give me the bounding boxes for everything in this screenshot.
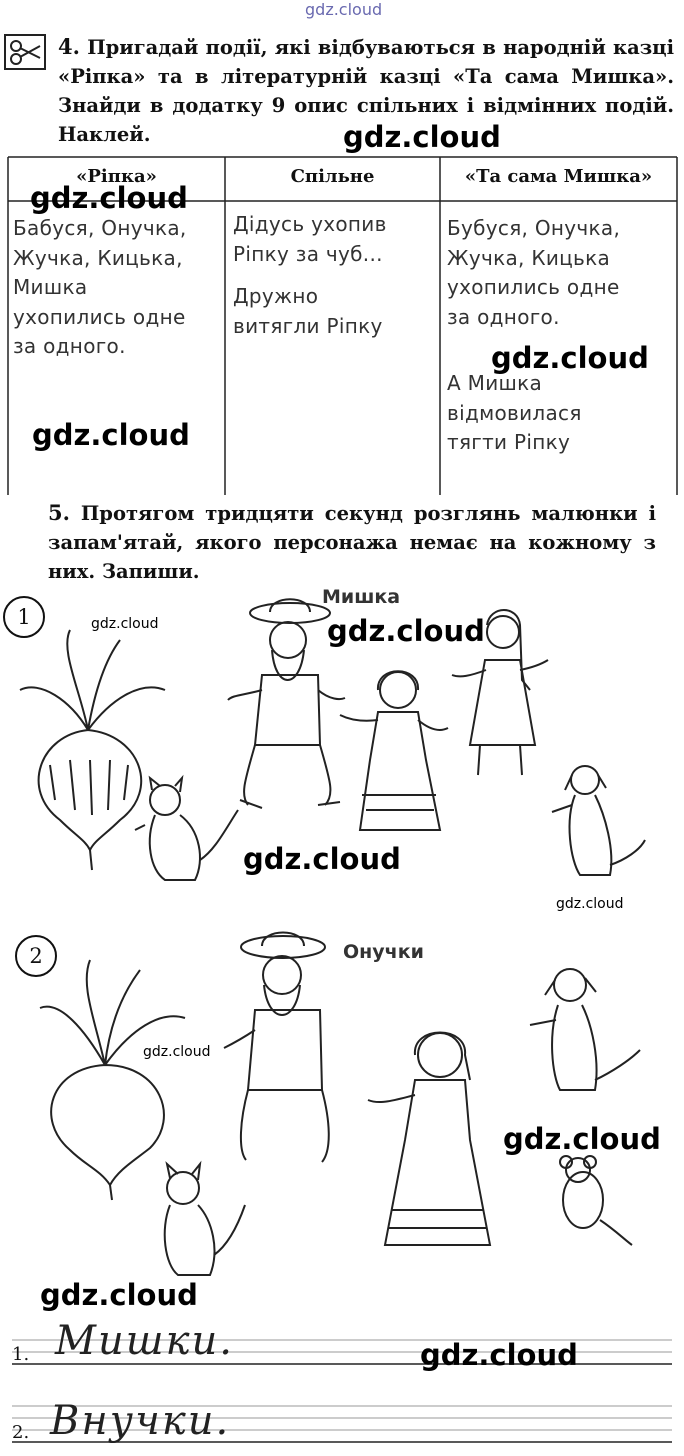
task4-body: Пригадай події, які відбуваються в народній казці «Ріпка» та в літературній казці «Та сама Мишка». Знайди в додатку 9 опис спільних і відмінних подій. Наклей. — [58, 36, 674, 146]
cell-line: за одного. — [13, 334, 126, 358]
table-header-mishka: «Та сама Мишка» — [464, 166, 653, 187]
turnip-illustration-1 — [20, 630, 165, 870]
cell-line: ухопились одне — [447, 275, 620, 299]
table-header-common: Спільне — [290, 166, 375, 187]
cell-line: відмовилася — [447, 400, 582, 425]
picture2-caption: Онучки — [343, 941, 424, 963]
cell-line: Дружно — [233, 284, 319, 308]
watermark: gdz.cloud — [343, 120, 501, 154]
watermark: gdz.cloud — [30, 181, 188, 215]
answer-2-number: 2. — [12, 1422, 30, 1443]
cell-line: Дідусь ухопив — [233, 212, 387, 236]
cell-line: Бабуся, Онучка, — [13, 216, 187, 240]
answer-1-number: 1. — [12, 1344, 30, 1365]
watermark: gdz.cloud — [327, 614, 485, 648]
cat-illustration-2 — [165, 1164, 245, 1275]
watermark: gdz.cloud — [420, 1338, 578, 1372]
grandma-illustration-1 — [340, 671, 448, 830]
cell-line: Ріпку за чуб... — [233, 241, 383, 266]
cell-line: Жучка, Кицька — [447, 245, 611, 270]
watermark: gdz.cloud — [491, 341, 649, 375]
task4-number: 4. — [58, 34, 80, 59]
cell-line: ухопились одне — [13, 304, 186, 329]
cell-line: А Мишка — [447, 371, 543, 395]
dog-illustration-2 — [530, 969, 640, 1090]
watermark: gdz.cloud — [40, 1278, 198, 1312]
dog-illustration-1 — [552, 766, 645, 875]
header-watermark: gdz.cloud — [305, 0, 383, 19]
watermark: gdz.cloud — [91, 616, 159, 632]
turnip-illustration-2 — [40, 960, 185, 1200]
watermark: gdz.cloud — [243, 842, 401, 876]
mouse-illustration-2 — [560, 1156, 632, 1245]
cat-illustration-1 — [135, 778, 238, 880]
task5-body: Протягом тридцяти секунд розглянь малюнки і запам'ятай, якого персонажа немає на кожному з них. Запиши. — [48, 502, 656, 583]
answer-1-handwriting: Мишки. — [55, 1318, 234, 1364]
cell-line: Жучка, Кицька, — [13, 245, 183, 270]
grandma-illustration-2 — [368, 1033, 490, 1246]
picture1-number: 1 — [3, 596, 45, 638]
cell-line: витягли Ріпку — [233, 313, 383, 338]
task5-number: 5. — [48, 500, 70, 525]
watermark: gdz.cloud — [503, 1122, 661, 1156]
table-header-ripka: «Ріпка» — [76, 166, 157, 187]
cell-line: Мишка — [13, 275, 88, 299]
picture2-number: 2 — [15, 935, 57, 977]
cell-line: тягти Ріпку — [447, 430, 571, 454]
picture1-caption: Мишка — [322, 586, 401, 608]
cell-line: за одного. — [447, 304, 560, 329]
watermark: gdz.cloud — [556, 896, 624, 912]
grandpa-illustration-2 — [224, 933, 329, 1163]
watermark: gdz.cloud — [143, 1044, 211, 1060]
watermark: gdz.cloud — [32, 418, 190, 452]
cell-line: Бубуся, Онучка, — [447, 216, 621, 240]
answer-2-handwriting: Внучки. — [50, 1398, 231, 1444]
